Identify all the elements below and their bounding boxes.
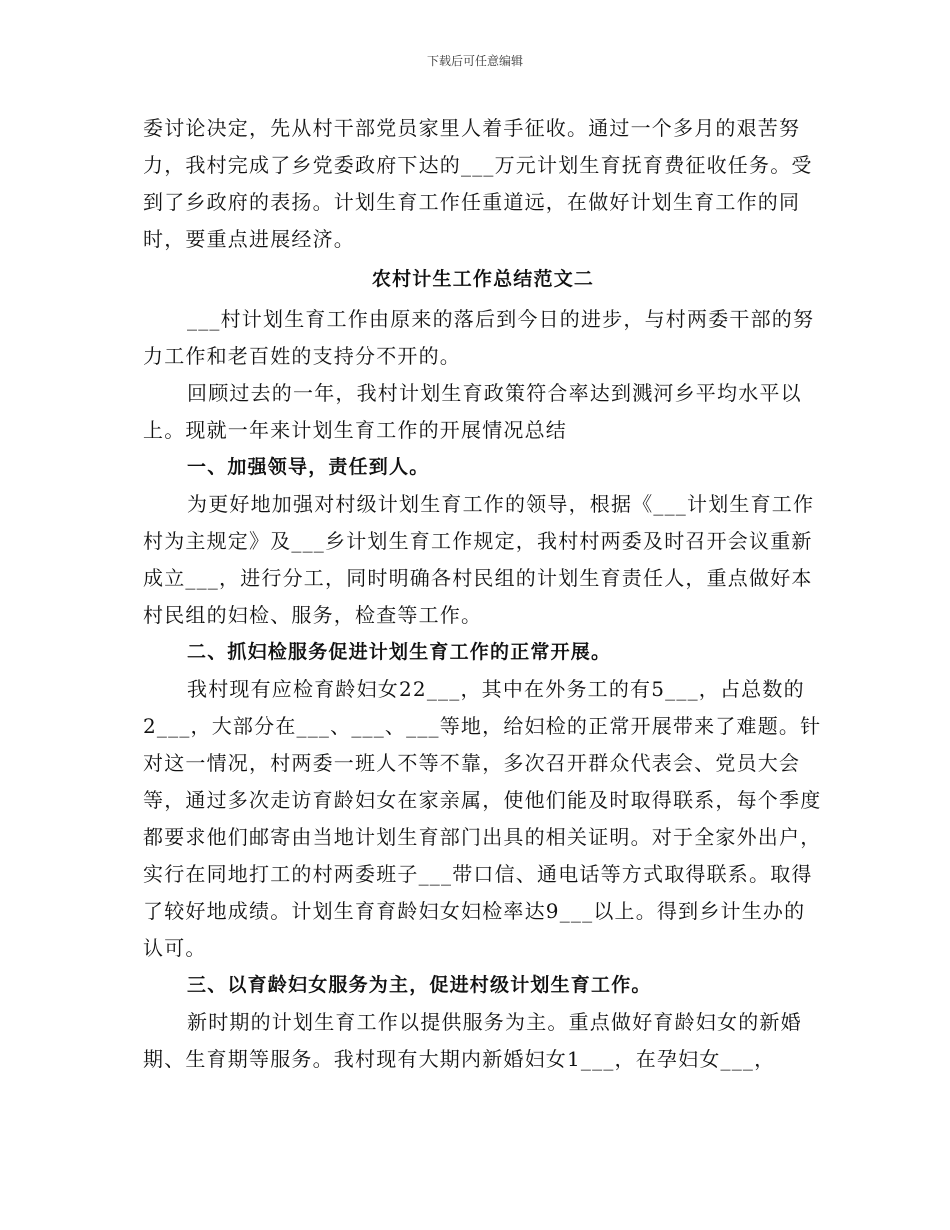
paragraph-new-era: 新时期的计划生育工作以提供服务为主。重点做好育龄妇女的新婚期、生育期等服务。我村现有大期内新婚妇女1___，在孕妇女___， — [143, 1010, 802, 1071]
page-header: 下载后可任意编辑 — [426, 54, 523, 68]
paragraph-leadership: 为更好地加强对村级计划生育工作的领导，根据《___计划生育工作村为主规定》及___乡计划生育工作规定，我村村两委及时召开会议重新成立___，进行分工，同时明确各村民组的计划生育责任人，重点做好本村民组的妇检、服务，检查等工作。 — [143, 492, 815, 627]
heading-three: 三、以育龄妇女服务为主，促进村级计划生育工作。 — [187, 974, 652, 996]
paragraph-intro: ___村计划生育工作由原来的落后到今日的进步，与村两委干部的努力工作和老百姓的支持分不开的。 — [143, 307, 815, 368]
paragraph-review: 回顾过去的一年，我村计划生育政策符合率达到溅河乡平均水平以上。现就一年来计划生育工作的开展情况总结 — [143, 381, 802, 442]
document-body — [143, 110, 823, 1078]
section-title: 农村计生工作总结范文二 — [371, 268, 595, 290]
paragraph-continuation: 委讨论决定，先从村干部党员家里人着手征收。通过一个多月的艰苦努力，我村完成了乡党委政府下达的___万元计划生育抚育费征收任务。受到了乡政府的表扬。计划生育工作任重道远，在做好计划生育工作的同时，要重点进展经济。 — [143, 116, 813, 251]
heading-one: 一、加强领导，责任到人。 — [187, 456, 430, 478]
paragraph-exam-service: 我村现有应检育龄妇女22___，其中在外务工的有5___，占总数的2___，大部分在___、___、___等地，给妇检的正常开展带来了难题。针对这一情况，村两委一班人不等不靠，多次召开群众代表会、党员大会等，通过多次走访育龄妇女在家亲属，使他们能及时取得联系，每个季度都要求他们邮寄由当地计划生育部门出具的相关证明。对于全家外出户，实行在同地打工的村两委班子___带口信、通电话等方式取得联系。取得了较好地成绩。计划生育育龄妇女妇检率达9___以上。得到乡计生办的认可。 — [143, 677, 822, 960]
heading-two: 二、抓妇检服务促进计划生育工作的正常开展。 — [187, 641, 612, 663]
